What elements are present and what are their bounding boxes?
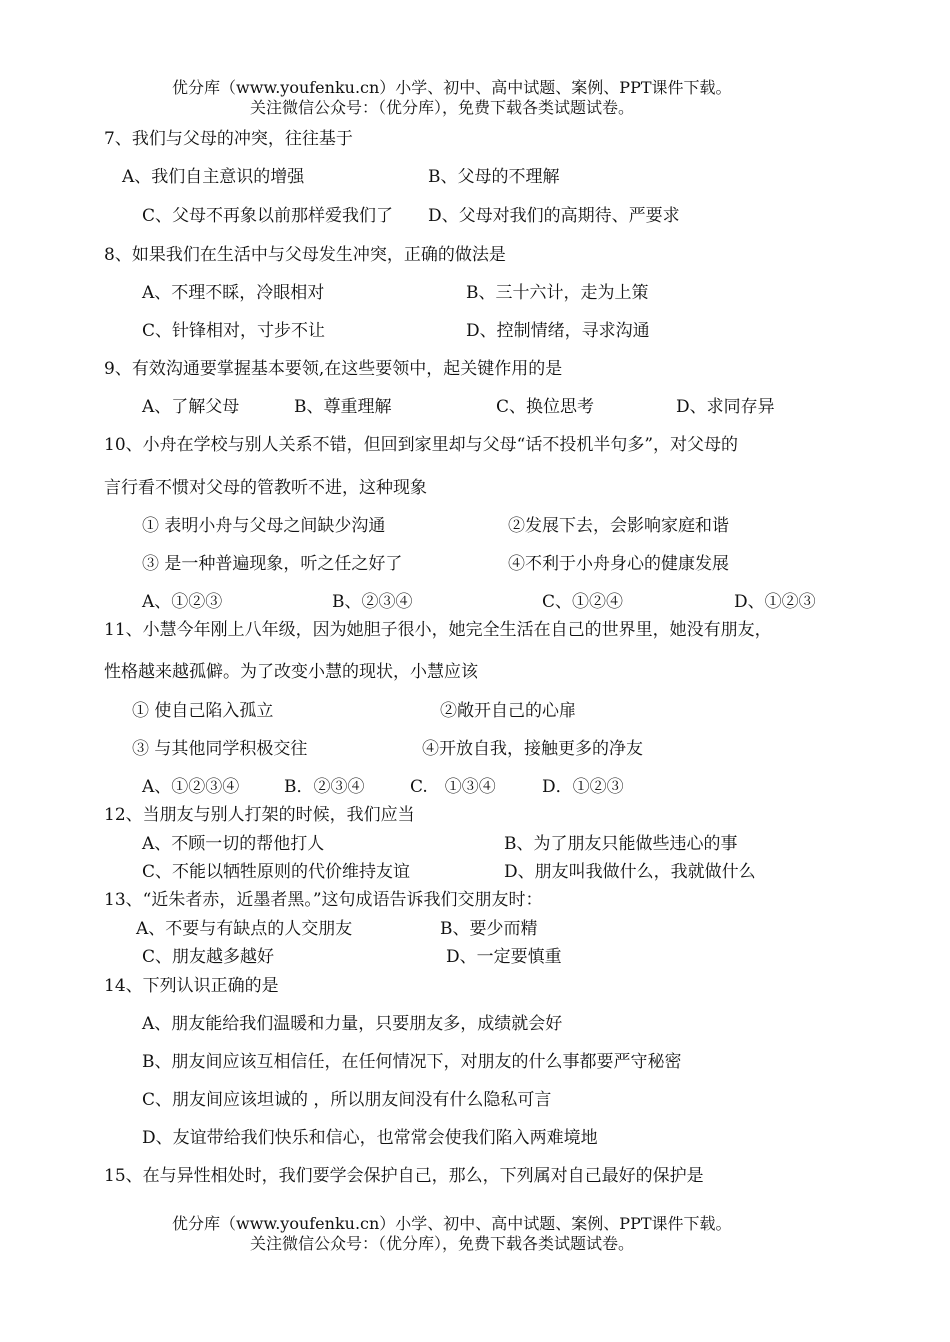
question-9-option-a: A、了解父母: [142, 397, 240, 417]
question-10-item-4: ④不利于小舟身心的健康发展: [508, 554, 729, 574]
question-8-option-a: A、不理不睬，冷眼相对: [142, 283, 325, 303]
question-14-option-a: A、朋友能给我们温暖和力量，只要朋友多，成绩就会好: [142, 1014, 563, 1034]
question-7-option-d: D、父母对我们的高期待、严要求: [428, 206, 680, 226]
footer-line-1: 优分库（www.youfenku.cn）小学、初中、高中试题、案例、PPT课件下载。: [172, 1214, 732, 1233]
question-8-option-c: C、针锋相对，寸步不让: [142, 321, 326, 341]
question-13-option-d: D、一定要慎重: [446, 947, 562, 967]
question-13-option-b: B、要少而精: [440, 919, 538, 939]
question-15-stem: 15、在与异性相处时，我们要学会保护自己，那么，下列属对自己最好的保护是: [104, 1166, 704, 1186]
question-11-stem-line-1: 11、小慧今年刚上八年级，因为她胆子很小，她完全生活在自己的世界里，她没有朋友，: [104, 620, 772, 640]
question-12-option-b: B、为了朋友只能做些违心的事: [504, 834, 738, 854]
question-13-stem: 13、“近朱者赤，近墨者黑。”这句成语告诉我们交朋友时：: [104, 890, 543, 910]
question-14-option-c: C、朋友间应该坦诚的 ，所以朋友间没有什么隐私可言: [142, 1090, 552, 1110]
footer-line-2: 关注微信公众号：（优分库），免费下载各类试题试卷。: [250, 1234, 635, 1253]
question-9-option-d: D、求同存异: [676, 397, 775, 417]
question-13-option-c: C、朋友越多越好: [142, 947, 275, 967]
question-9-option-b: B、尊重理解: [294, 397, 392, 417]
question-10-stem-line-2: 言行看不惯对父母的管教听不进，这种现象: [104, 478, 427, 498]
question-10-item-2: ②发展下去，会影响家庭和谐: [508, 516, 729, 536]
question-9-option-c: C、换位思考: [496, 397, 595, 417]
header-line-1: 优分库（www.youfenku.cn）小学、初中、高中试题、案例、PPT课件下载。: [172, 78, 732, 97]
question-11-stem-line-2: 性格越来越孤僻。为了改变小慧的现状，小慧应该: [104, 662, 478, 682]
question-7-stem: 7、我们与父母的冲突，往往基于: [104, 129, 353, 149]
question-12-option-c: C、不能以牺牲原则的代价维持友谊: [142, 862, 411, 882]
question-11-option-c: C. ①③④: [410, 777, 496, 797]
question-10-option-b: B、②③④: [332, 592, 413, 612]
question-14-stem: 14、下列认识正确的是: [104, 976, 279, 996]
header-line-2: 关注微信公众号：（优分库），免费下载各类试题试卷。: [250, 98, 635, 117]
question-8-option-b: B、三十六计，走为上策: [466, 283, 649, 303]
question-11-item-3: ③ 与其他同学积极交往: [132, 739, 308, 759]
question-10-option-d: D、①②③: [734, 592, 816, 612]
question-8-stem: 8、如果我们在生活中与父母发生冲突，正确的做法是: [104, 245, 506, 265]
question-10-stem-line-1: 10、小舟在学校与别人关系不错，但回到家里却与父母“话不投机半句多”，对父母的: [104, 435, 739, 455]
question-14-option-b: B、朋友间应该互相信任，在任何情况下，对朋友的什么事都要严守秘密: [142, 1052, 682, 1072]
question-13-option-a: A、不要与有缺点的人交朋友: [136, 919, 353, 939]
question-10-item-1: ① 表明小舟与父母之间缺少沟通: [142, 516, 386, 536]
question-11-item-1: ① 使自己陷入孤立: [132, 701, 274, 721]
question-12-option-a: A、不顾一切的帮他打人: [142, 834, 325, 854]
question-11-option-a: A、①②③④: [142, 777, 240, 797]
question-11-option-d: D．①②③: [542, 777, 624, 797]
question-14-option-d: D、友谊带给我们快乐和信心，也常常会使我们陷入两难境地: [142, 1128, 598, 1148]
question-11-option-b: B．②③④: [284, 777, 365, 797]
question-10-option-a: A、①②③: [142, 592, 223, 612]
question-12-option-d: D、朋友叫我做什么，我就做什么: [504, 862, 756, 882]
question-7-option-c: C、父母不再象以前那样爱我们了: [142, 206, 394, 226]
question-8-option-d: D、控制情绪，寻求沟通: [466, 321, 650, 341]
question-7-option-b: B、父母的不理解: [428, 167, 560, 187]
question-12-stem: 12、当朋友与别人打架的时候，我们应当: [104, 805, 415, 825]
question-10-option-c: C、①②④: [542, 592, 624, 612]
question-10-item-3: ③ 是一种普遍现象，听之任之好了: [142, 554, 403, 574]
question-7-option-a: A、我们自主意识的增强: [122, 167, 305, 187]
question-9-stem: 9、有效沟通要掌握基本要领,在这些要领中，起关键作用的是: [104, 359, 563, 379]
question-11-item-4: ④开放自我，接触更多的净友: [422, 739, 643, 759]
question-11-item-2: ②敞开自己的心扉: [440, 701, 576, 721]
